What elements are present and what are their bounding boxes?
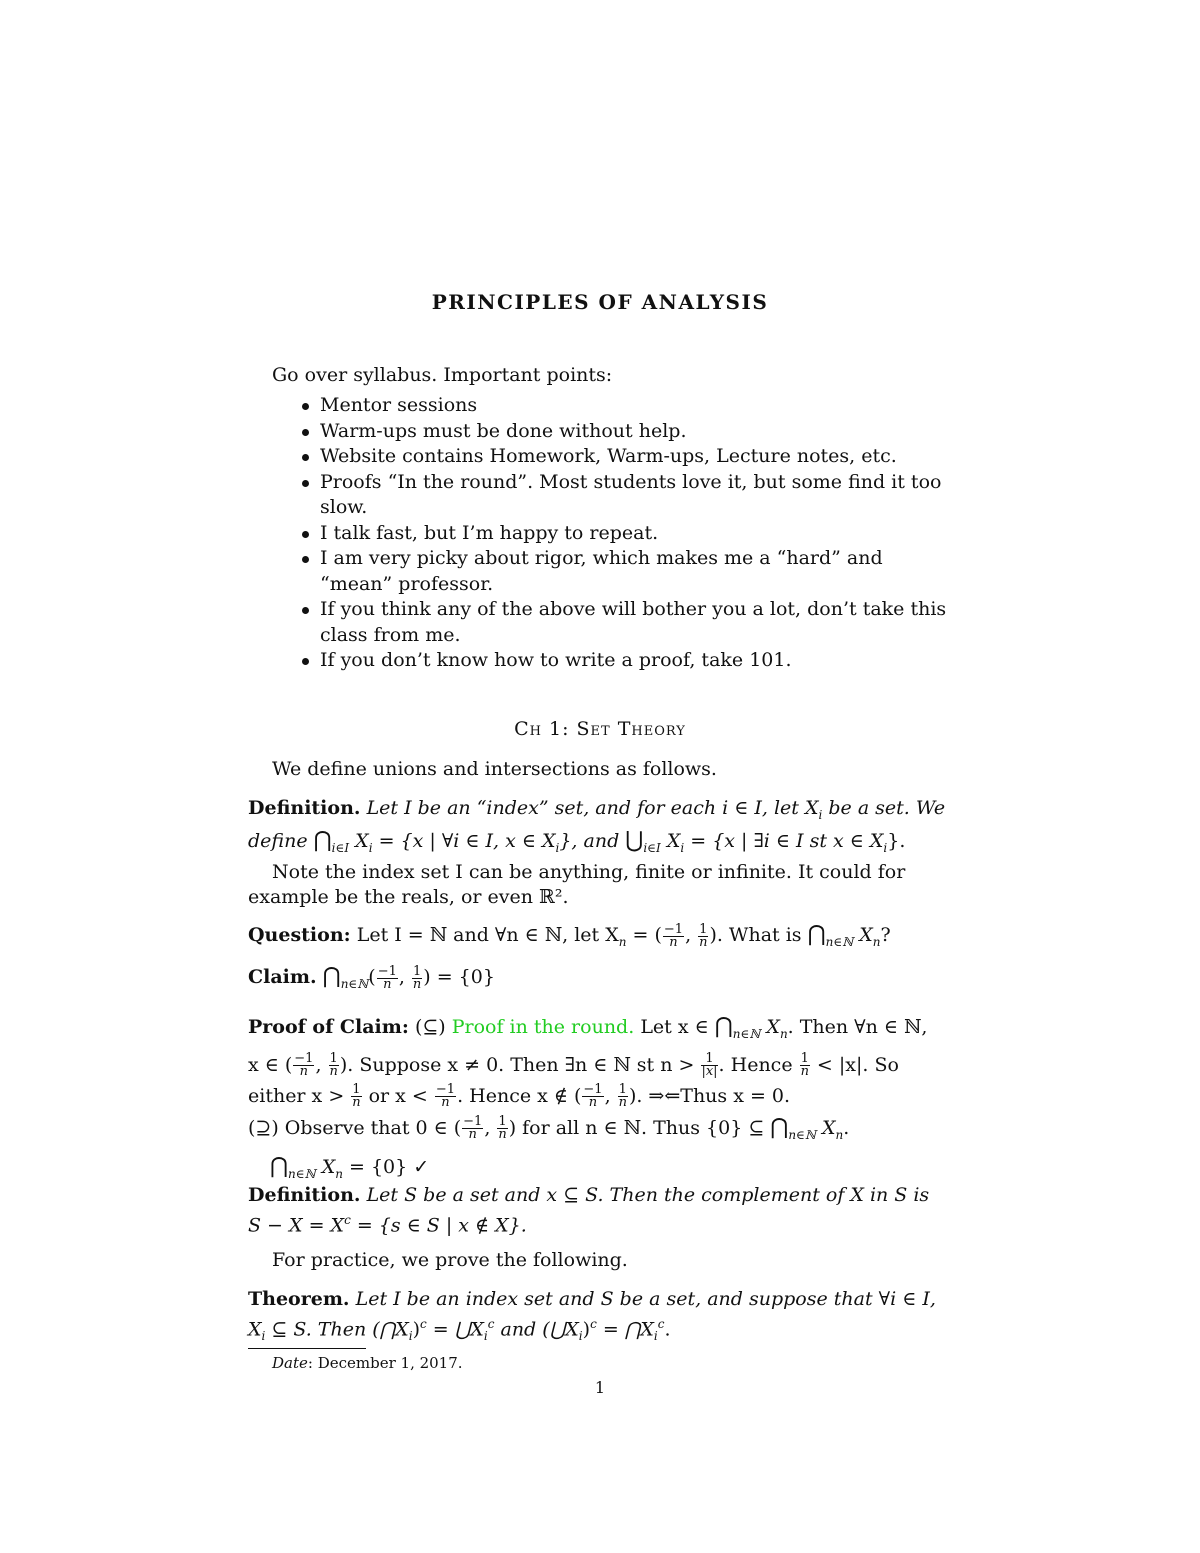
chapter-heading-text: Ch 1: Set Theory bbox=[514, 718, 686, 740]
proof-label: Proof of Claim: bbox=[248, 1016, 409, 1038]
theorem: Theorem. Let I be an index set and S be a set, and suppose that ∀i ∈ I, $X_i$ ⊆ S. Then $(⋂X_i)^c$ = $⋃X_i^c$ and $(⋃X_i)^c$ = $⋂X_i^c$. bbox=[248, 1288, 936, 1344]
claim: Claim. $⋂_{n\in ℕ}$( $\frac{-1}{n}$ , $\frac{1}{n}$ ) = {0} bbox=[248, 963, 495, 992]
definition-label: Definition. bbox=[248, 1184, 361, 1206]
list-item: Mentor sessions bbox=[298, 393, 952, 419]
proof-in-round-note: Proof in the round. bbox=[451, 1016, 635, 1038]
definition-label: Definition. bbox=[248, 797, 361, 819]
practice-text: For practice, we prove the following. bbox=[272, 1249, 628, 1271]
list-item: If you don’t know how to write a proof, take 101. bbox=[298, 648, 952, 674]
definition-2: Definition. Let S be a set and x ⊆ S. Then the complement of X in S is $S - X = X^c = \{s$ ∈ S | x ∉ X}. bbox=[248, 1184, 930, 1237]
list-item: I am very picky about rigor, which makes me a “hard” and “mean” professor. bbox=[298, 546, 952, 597]
footnote-rule bbox=[248, 1348, 366, 1349]
claim-label: Claim. bbox=[248, 966, 317, 988]
proof: Proof of Claim: (⊆) Proof in the round. Let x ∈ $⋂_{n\in ℕ}$ $X_n$. Then ∀n ∈ ℕ, x ∈ ( $\frac{-1}{n}$ , $\frac{1}{n}$ ). Suppose x ≠ 0. Then ∃n ∈ ℕ st n > $\frac{1}{|x|}$ . Hence $\frac{1}{n}$ < |x|. So either x > $\frac{1}{n}$ or x < $\frac{-1}{n}$ . Hence x ∉ ( $\frac{-1}{n}$ , $\frac{1}{n}$ ). ⇒⇐Thus x = 0. (⊇) Observe that 0 ∈ ( $\frac{-1}{n}$ , $\frac{1}{n}$ ) for all n ∈ ℕ. Thus {0} ⊆ $⋂_{n\in ℕ}$ $X_n$. $⋂_{n\in ℕ}$ $X_n = \{0\}$ ✓ bbox=[248, 1014, 928, 1181]
list-item: Warm-ups must be done without help. bbox=[298, 419, 952, 445]
syllabus-list bbox=[298, 393, 952, 674]
note-paragraph: Note the index set I can be anything, finite or infinite. It could for example be the reals, or even ℝ². bbox=[248, 861, 906, 908]
list-item: If you think any of the above will bother you a lot, don’t take this class from me. bbox=[298, 597, 952, 648]
page-title: PRINCIPLES OF ANALYSIS bbox=[431, 290, 769, 314]
page-number: 1 bbox=[594, 1378, 606, 1397]
defs-intro: We define unions and intersections as follows. bbox=[272, 758, 717, 780]
list-item: I talk fast, but I’m happy to repeat. bbox=[298, 521, 952, 547]
definition-1: Definition. Let I be an “index” set, and for each i ∈ I, let $X_i$ be a set. We define $⋂_{i\in I}$ $X_i = \{x$ | ∀i ∈ I, x ∈ $X_i$}, and $⋃_{i\in I}$ $X_i = \{x$ | ∃i ∈ I st x ∈ $X_i$}. bbox=[248, 797, 946, 855]
question: Question: Let I = ℕ and ∀n ∈ ℕ, let $X_n$ = ( $\frac{-1}{n}$ , $\frac{1}{n}$ ). What is $⋂_{n\in ℕ}$ $X_n$? bbox=[248, 921, 891, 950]
question-label: Question: bbox=[248, 924, 351, 946]
list-item: Website contains Homework, Warm-ups, Lecture notes, etc. bbox=[298, 444, 952, 470]
list-item: Proofs “In the round”. Most students love it, but some find it too slow. bbox=[298, 470, 952, 521]
theorem-label: Theorem. bbox=[248, 1288, 350, 1310]
intro-text: Go over syllabus. Important points: bbox=[272, 364, 613, 386]
chapter-heading bbox=[0, 718, 1200, 740]
footnote: Date: December 1, 2017. bbox=[272, 1354, 463, 1372]
